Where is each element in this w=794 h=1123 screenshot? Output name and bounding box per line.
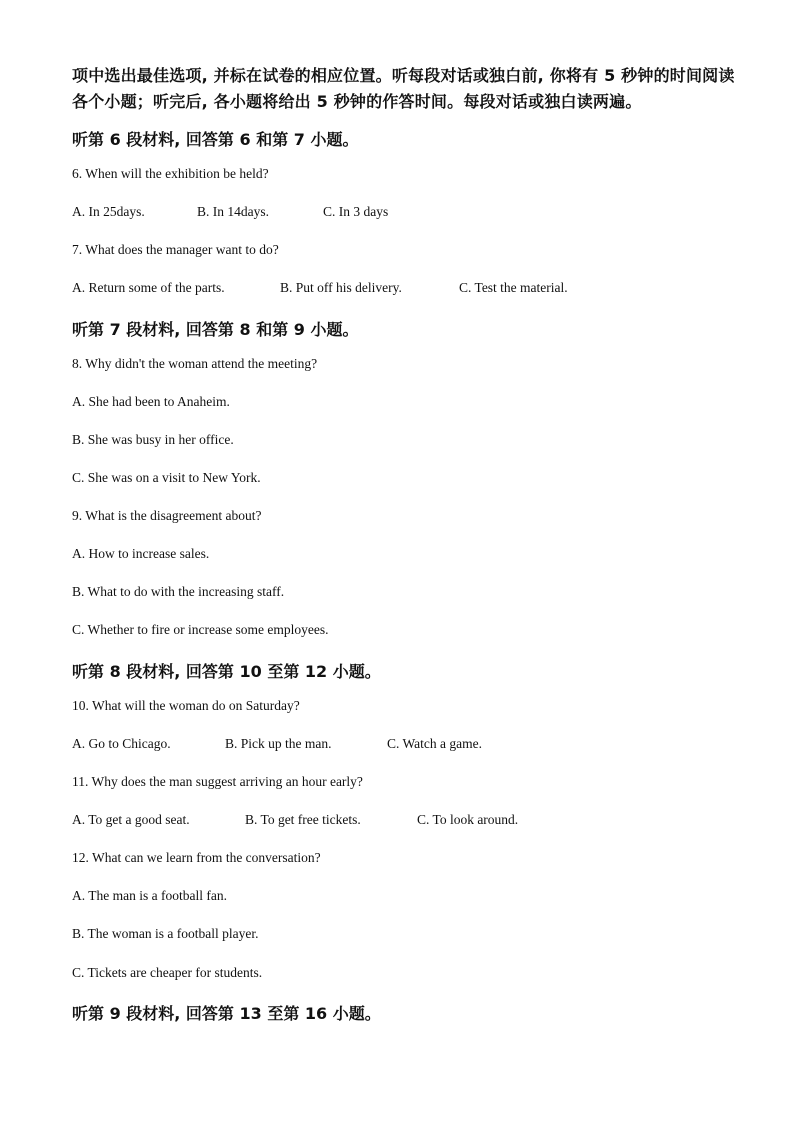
question-6-option-b: B. In 14days.	[197, 204, 269, 219]
question-6-option-c: C. In 3 days	[323, 204, 389, 219]
section-heading-8: 听第 8 段材料, 回答第 10 至第 12 小题。	[72, 662, 381, 681]
instructions-line-2: 各个小题；听完后, 各小题将给出 5 秒钟的作答时间。每段对话或独白读两遍。	[72, 92, 642, 111]
instructions-line-1: 项中选出最佳选项, 并标在试卷的相应位置。听每段对话或独白前, 你将有 5 秒钟的时间阅读	[72, 66, 735, 85]
question-9-option-b: B. What to do with the increasing staff.	[72, 584, 285, 599]
question-11-option-b: B. To get free tickets.	[245, 812, 361, 827]
question-7-option-b: B. Put off his delivery.	[280, 280, 402, 295]
question-8-option-b: B. She was busy in her office.	[72, 432, 234, 447]
question-8: 8. Why didn't the woman attend the meeting?	[72, 356, 318, 371]
question-6: 6. When will the exhibition be held?	[72, 166, 269, 181]
question-8-option-c: C. She was on a visit to New York.	[72, 470, 261, 485]
question-11-option-c: C. To look around.	[417, 812, 519, 827]
question-10: 10. What will the woman do on Saturday?	[72, 698, 300, 713]
question-9-option-c: C. Whether to fire or increase some employees.	[72, 622, 329, 637]
question-12-option-b: B. The woman is a football player.	[72, 926, 259, 941]
question-12-option-a: A. The man is a football fan.	[72, 888, 227, 903]
question-10-option-a: A. Go to Chicago.	[72, 736, 171, 751]
question-8-option-a: A. She had been to Anaheim.	[72, 394, 230, 409]
question-10-option-b: B. Pick up the man.	[225, 736, 332, 751]
question-7-option-a: A. Return some of the parts.	[72, 280, 225, 295]
question-11: 11. Why does the man suggest arriving an hour early?	[72, 774, 363, 789]
question-7-option-c: C. Test the material.	[459, 280, 568, 295]
question-11-option-a: A. To get a good seat.	[72, 812, 190, 827]
question-7: 7. What does the manager want to do?	[72, 242, 279, 257]
question-9: 9. What is the disagreement about?	[72, 508, 262, 523]
question-10-option-c: C. Watch a game.	[387, 736, 483, 751]
question-6-option-a: A. In 25days.	[72, 204, 145, 219]
section-heading-6: 听第 6 段材料, 回答第 6 和第 7 小题。	[72, 130, 359, 149]
section-heading-9: 听第 9 段材料, 回答第 13 至第 16 小题。	[72, 1004, 381, 1023]
section-heading-7: 听第 7 段材料, 回答第 8 和第 9 小题。	[72, 320, 359, 339]
question-12-option-c: C. Tickets are cheaper for students.	[72, 965, 263, 980]
question-12: 12. What can we learn from the conversation?	[72, 850, 321, 865]
question-9-option-a: A. How to increase sales.	[72, 546, 210, 561]
